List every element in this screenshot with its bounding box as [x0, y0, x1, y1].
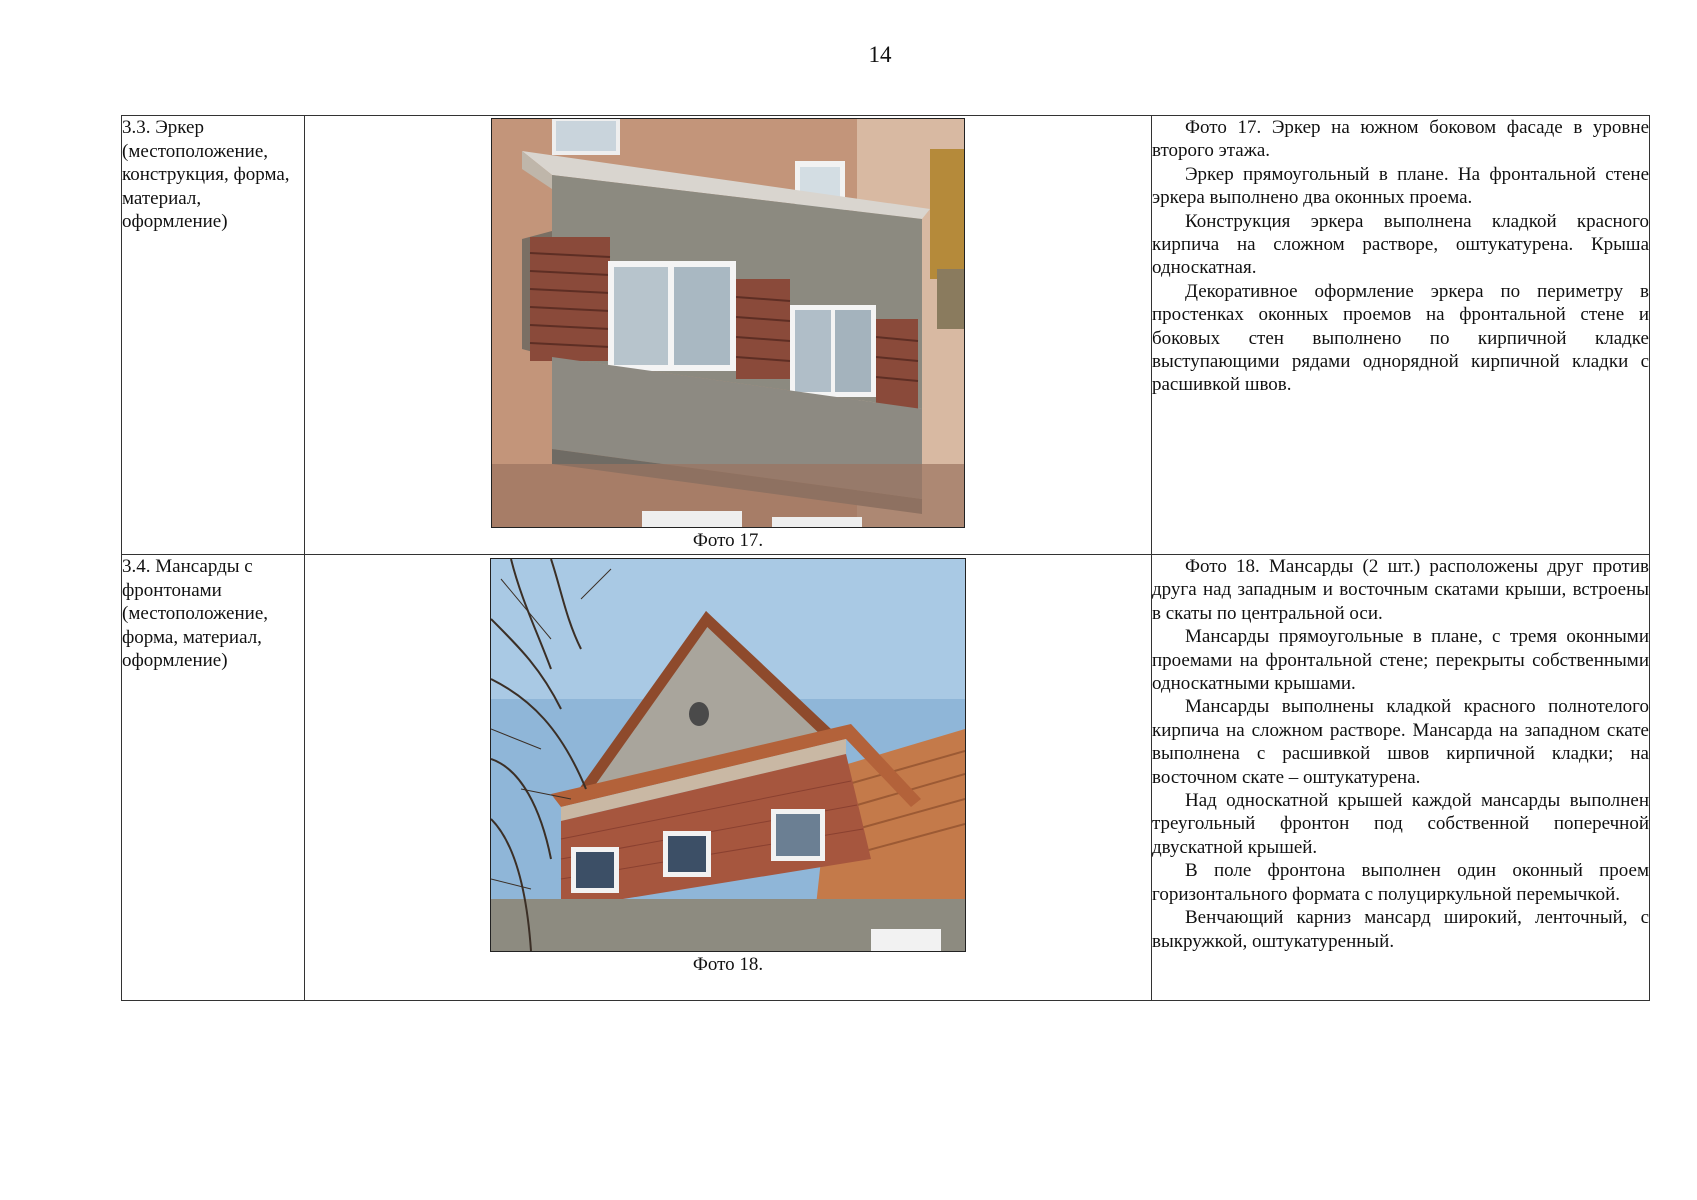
- bay-window-photo: [492, 119, 964, 527]
- dormer-photo: [491, 559, 965, 951]
- description-paragraph: Фото 17. Эркер на южном боковом фасаде в уровне второго этажа.: [1152, 117, 1649, 162]
- photo-caption: Фото 18.: [692, 954, 764, 975]
- description-paragraph: Эркер прямоугольный в плане. На фронтальной стене эркера выполнено два оконных проема.: [1152, 163, 1649, 209]
- description-cell: [1152, 116, 1650, 555]
- description-paragraph: Конструкция эркера выполнена кладкой красного кирпича на сложном растворе, оштукатурена. Крыша односкатная.: [1152, 210, 1649, 279]
- photo-17: [491, 118, 965, 528]
- description-cell: [1152, 555, 1650, 1001]
- description-paragraph: Мансарды выполнены кладкой красного полнотелого кирпича на сложном растворе. Мансарда на западном скате выполнена с расшивкой швов кирпичной кладки; на восточном скате – оштукатурена.: [1152, 696, 1649, 788]
- row-label: 3.4. Мансарды с фронтонами (местоположение, форма, материал, оформление): [122, 555, 305, 1001]
- table-row: [122, 116, 1650, 555]
- photo-cell: [305, 555, 1152, 1001]
- page-number: 14: [868, 42, 892, 67]
- description-paragraph: Фото 18. Мансарды (2 шт.) расположены друг против друга над западным и восточным скатами крыши, встроены в скаты по центральной оси.: [1152, 556, 1649, 624]
- description-paragraph: Мансарды прямоугольные в плане, с тремя оконными проемами на фронтальной стене; перекрыты собственными односкатными крышами.: [1152, 626, 1649, 695]
- photo-18: [490, 558, 966, 952]
- table-row: [122, 555, 1650, 1001]
- photo-caption: Фото 17.: [692, 530, 764, 551]
- description-paragraph: Над односкатной крышей каждой мансарды выполнен треугольный фронтон под собственной поперечной двускатной крышей.: [1152, 790, 1649, 858]
- description-table: [121, 115, 1650, 1001]
- photo-cell: [305, 116, 1152, 555]
- description-paragraph: В поле фронтона выполнен один оконный проем горизонтального формата с полуциркульной перемычкой.: [1152, 860, 1649, 905]
- row-label: 3.3. Эркер (местоположение, конструкция, форма, материал, оформление): [122, 116, 305, 555]
- description-paragraph: Венчающий карниз мансард широкий, ленточный, с выкружкой, оштукатуренный.: [1152, 907, 1649, 952]
- description-paragraph: Декоративное оформление эркера по периметру в простенках оконных проемов на фронтальной стене и боковых стен выполнено по кирпичной кладке выступающими рядами однорядной кирпичной кладки с расшивкой швов.: [1152, 280, 1649, 396]
